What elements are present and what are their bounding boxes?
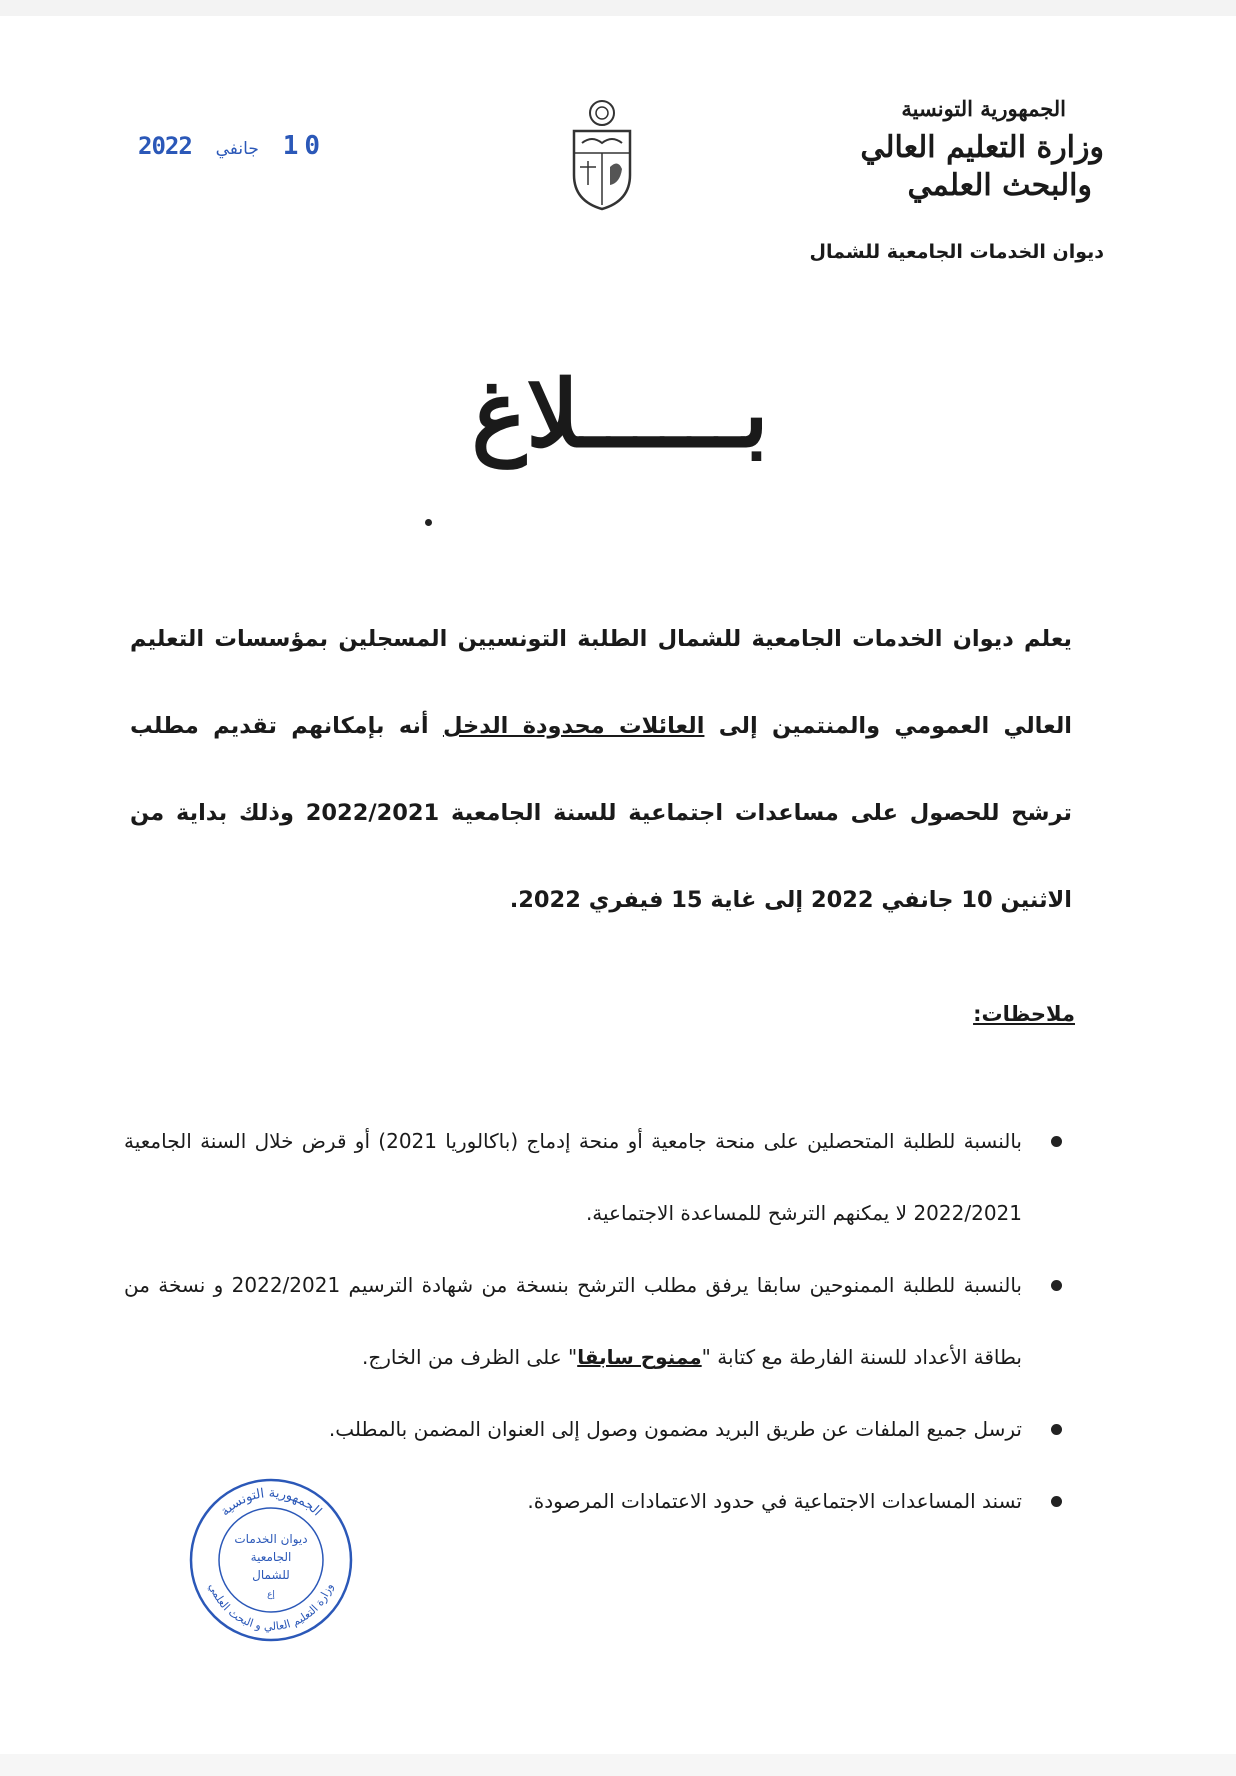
ministry-name: [784, 129, 1104, 205]
official-seal: [186, 1475, 356, 1645]
seal-center-line-2: الجامعية: [250, 1550, 292, 1564]
note-item-underlined: ممنوح سابقا: [577, 1345, 702, 1369]
body-text-part-1: يعلم ديوان الخدمات الجامعية للشمال الطلبة التونسيين المسجلين بمؤسسات التعليم العالي العمومي والمنتمين إلى: [130, 626, 1072, 739]
note-item: ترسل جميع الملفات عن طريق البريد مضمون وصول إلى العنوان المضمن بالمطلب.: [124, 1393, 1072, 1465]
office-name: ديوان الخدمات الجامعية للشمال: [809, 241, 1104, 263]
seal-center-line-1: ديوان الخدمات: [234, 1532, 308, 1546]
note-item-text: بالنسبة للطلبة الممنوحين سابقا يرفق مطلب الترشح بنسخة من شهادة الترسيم 2022/2021 و نسخة من بطاقة الأعداد للسنة الفارطة مع كتابة ": [124, 1273, 1022, 1369]
body-text-part-2: أنه بإمكانهم تقديم مطلب ترشح للحصول على مساعدات اجتماعية للسنة الجامعية 2022/2021 وذلك بداية من الاثنين 10 جانفي 2022 إلى غاية 15 فيفري 2022.: [130, 713, 1072, 913]
svg-text:الجمهورية التونسية: [218, 1486, 324, 1519]
ministry-line-1: وزارة التعليم العالي: [860, 130, 1104, 165]
seal-outer-top: الجمهورية التونسية: [217, 1485, 325, 1520]
ministry-line-2: والبحث العلمي: [907, 168, 1092, 203]
seal-outer-bottom: وزارة التعليم العالي و البحث العلمي: [206, 1581, 336, 1634]
body-underlined-phrase: العائلات محدودة الدخل: [442, 713, 705, 739]
letterhead: [784, 96, 1104, 263]
date-stamp: [138, 131, 326, 161]
announcement-body: [130, 596, 1072, 944]
dot-mark: [425, 519, 432, 526]
notes-list: [124, 1105, 1072, 1537]
date-year: 2022: [138, 132, 192, 160]
coat-of-arms-emblem: [566, 97, 638, 212]
notes-heading: ملاحظات:: [973, 1002, 1075, 1026]
scan-bottom-edge: [0, 1754, 1236, 1776]
date-month: جانفي: [215, 139, 259, 159]
note-item: تسند المساعدات الاجتماعية في حدود الاعتمادات المرصودة.: [124, 1465, 1072, 1537]
announcement-title: بــــــلاغ: [471, 360, 769, 468]
scan-top-edge: [0, 0, 1236, 16]
seal-center-line-4: إع: [267, 1590, 275, 1600]
note-item: بالنسبة للطلبة المتحصلين على منحة جامعية أو منحة إدماج (باكالوريا 2021) أو قرض خلال السنة الجامعية 2022/2021 لا يمكنهم الترشح للمساعدة الاجتماعية.: [124, 1105, 1072, 1249]
note-item-tail: " على الظرف من الخارج.: [362, 1345, 578, 1369]
date-day: 10: [282, 131, 326, 161]
note-item: [124, 1249, 1072, 1393]
seal-center-line-3: للشمال: [252, 1568, 290, 1582]
republic-name: الجمهورية التونسية: [901, 96, 1066, 121]
